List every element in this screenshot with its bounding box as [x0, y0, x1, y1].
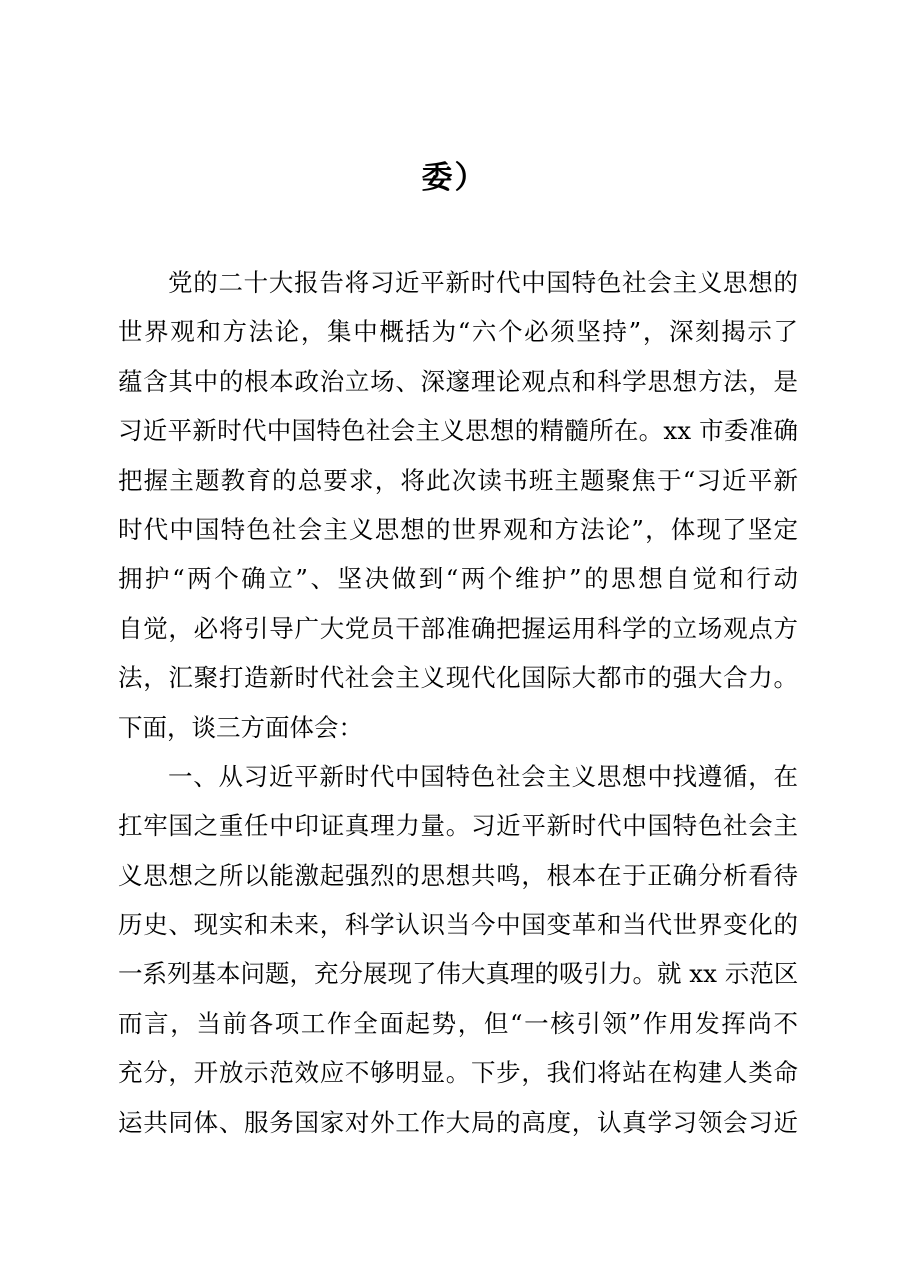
page-title: 委） — [421, 160, 488, 196]
paragraph-line: 时代中国特色社会主义思想的世界观和方法论”，体现了坚定 — [118, 514, 798, 544]
paragraph-line: 拥护“两个确立”、坚决做到“两个维护”的思想自觉和行动 — [118, 564, 798, 594]
document-body — [118, 266, 798, 1155]
paragraph-line: 一、从习近平新时代中国特色社会主义思想中找遵循，在 — [168, 761, 798, 791]
paragraph-line: 一系列基本问题，充分展现了伟大真理的吸引力。就 xx 示范区 — [118, 959, 799, 989]
paragraph-line: 党的二十大报告将习近平新时代中国特色社会主义思想的 — [168, 268, 798, 297]
paragraph-line: 把握主题教育的总要求，将此次读书班主题聚焦于“习近平新 — [118, 465, 798, 495]
paragraph-line: 下面，谈三方面体会： — [118, 712, 363, 742]
paragraph-line: 习近平新时代中国特色社会主义思想的精髓所在。xx 市委准确 — [118, 416, 798, 446]
paragraph-line: 义思想之所以能激起强烈的思想共鸣，根本在于正确分析看待 — [118, 860, 798, 890]
paragraph-line: 扛牢国之重任中印证真理力量。习近平新时代中国特色社会主 — [118, 811, 798, 841]
paragraph-line: 法，汇聚打造新时代社会主义现代化国际大都市的强大合力。 — [118, 663, 798, 693]
paragraph-line: 世界观和方法论，集中概括为“六个必须坚持”，深刻揭示了 — [118, 317, 798, 347]
paragraph-line: 历史、现实和未来，科学认识当今中国变革和当代世界变化的 — [118, 910, 798, 940]
paragraph-line: 而言，当前各项工作全面起势，但“一核引领”作用发挥尚不 — [118, 1008, 798, 1038]
paragraph-line: 自觉，必将引导广大党员干部准确把握运用科学的立场观点方 — [118, 613, 798, 643]
paragraph-line: 蕴含其中的根本政治立场、深邃理论观点和科学思想方法，是 — [118, 366, 798, 396]
paragraph-line: 充分，开放示范效应不够明显。下步，我们将站在构建人类命 — [118, 1058, 798, 1088]
paragraph-line: 运共同体、服务国家对外工作大局的高度，认真学习领会习近 — [118, 1107, 798, 1137]
